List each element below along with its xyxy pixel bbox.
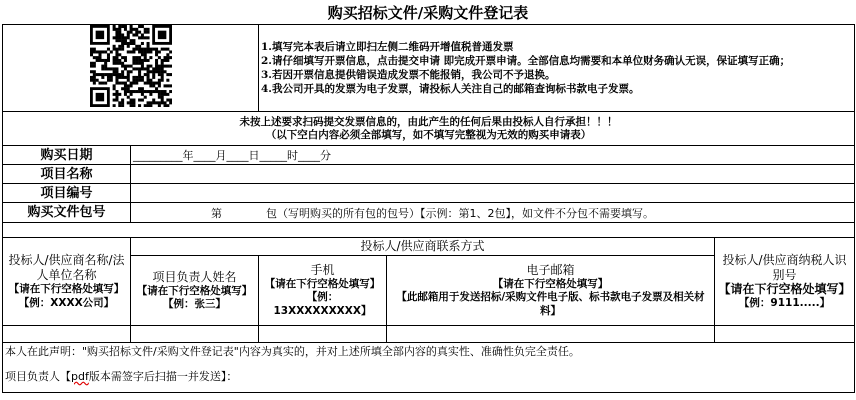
project-name-input[interactable] — [131, 165, 855, 184]
qr-code-icon[interactable] — [90, 25, 172, 107]
notice-list — [259, 25, 855, 112]
page-title: 购买招标文件/采购文件登记表 — [327, 4, 529, 22]
contact-header: 投标人/供应商联系方式 — [131, 238, 715, 256]
date-label: 购买日期 — [3, 146, 131, 165]
email-hint: 【请在下行空格处填写】 — [492, 277, 609, 290]
signature-pdf: pdf — [71, 370, 89, 383]
declaration-text: 本人在此声明："购买招标文件/采购文件登记表"内容为真实的，并对上述所填全部内容的真实性、准确性负完全责任。 — [5, 345, 580, 358]
project-number-label: 项目编号 — [3, 184, 131, 203]
phone-title: 手机 — [310, 262, 335, 277]
contact-name-title: 项目负责人姓名 — [152, 269, 237, 284]
tax-id-input[interactable] — [715, 326, 855, 343]
project-number-input[interactable] — [131, 184, 855, 203]
tax-id-title: 投标人/供应商纳税人识别号 — [722, 253, 847, 282]
bidder-name-input[interactable] — [3, 326, 131, 343]
notice-item: 3.若因开票信息提供错误造成发票不能报销，我公司不予退换。 — [261, 69, 556, 81]
warning-line: 未按上述要求扫码提交发票信息的，由此产生的任何后果由投标人自行承担！！！ — [239, 115, 618, 128]
package-label: 购买文件包号 — [3, 203, 131, 223]
spacer-row — [3, 223, 855, 238]
phone-header — [259, 256, 387, 326]
signature-line[interactable] — [5, 369, 852, 385]
registration-form-table — [2, 24, 855, 393]
phone-hint: 【请在下行空格处填写】 — [264, 277, 381, 290]
bidder-name-header — [3, 238, 131, 326]
tax-id-hint: 【请在下行空格处填写】 — [718, 282, 851, 296]
notice-item: 2.请仔细填写开票信息，点击提交申请 即完成开票申请。全部信息均需要和本单位财务确认无误，保证填写正确； — [261, 54, 791, 67]
date-input[interactable]: _________年____月____日_____时____分 — [131, 146, 855, 165]
bidder-name-hint: 【请在下行空格处填写】 — [8, 283, 125, 295]
email-note: 【此邮箱用于发送招标/采购文件电子版、标书款电子发票及相关材料】 — [396, 291, 705, 317]
tax-id-example: 【例：9111.....】 — [738, 296, 831, 309]
notice-item: 4.我公司开具的发票为电子发票，请投标人关注自己的邮箱查询标书款电子发票。 — [261, 83, 640, 96]
declaration-cell — [3, 343, 855, 393]
email-title: 电子邮箱 — [526, 262, 575, 277]
contact-name-header — [131, 256, 259, 326]
phone-input[interactable] — [259, 326, 387, 343]
package-input[interactable]: 第 包（写明购买的所有包的包号）【示例：第1、2包】，如文件不分包不需要填写。 — [131, 203, 855, 223]
notice-item: 1.填写完本表后请立即扫左侧二维码开增值税普通发票 — [261, 40, 514, 53]
signature-suffix: 版本需签字后扫描一并发送】： — [88, 370, 238, 383]
warning-cell — [3, 112, 855, 146]
project-name-label: 项目名称 — [3, 165, 131, 184]
qr-code-cell — [3, 25, 259, 112]
bidder-name-example: 【例：XXXX公司】 — [18, 296, 115, 309]
contact-name-example: 【例：张三】 — [163, 298, 226, 310]
email-header — [387, 256, 715, 326]
contact-name-hint: 【请在下行空格处填写】 — [136, 284, 253, 297]
signature-prefix: 项目负责人【 — [5, 370, 71, 383]
contact-name-input[interactable] — [131, 326, 259, 343]
tax-id-header — [715, 238, 855, 326]
bidder-name-title: 投标人/供应商名称/法人单位名称 — [8, 253, 125, 282]
warning-line: （以下空白内容必须全部填写，如不填写完整视为无效的购买申请表） — [265, 128, 592, 141]
email-input[interactable] — [387, 326, 715, 343]
phone-example: 【例：13XXXXXXXXX】 — [273, 291, 372, 317]
